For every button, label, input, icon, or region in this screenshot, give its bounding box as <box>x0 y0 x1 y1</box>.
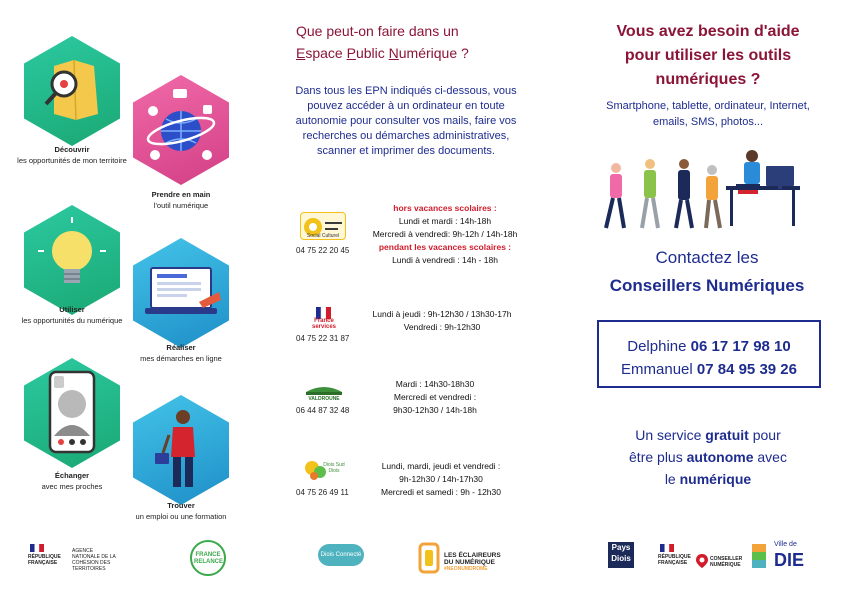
map-discover-hex <box>24 36 120 146</box>
lightbulb-hex <box>24 205 120 315</box>
people-illustration <box>596 142 808 234</box>
smartphone-icon <box>24 358 120 468</box>
marianne-flag-icon-2 <box>660 544 674 552</box>
hours-line: Lundi à jeudi : 9h-12h30 / 13h30-17h <box>372 309 512 319</box>
help-subtitle-line: Smartphone, tablette, ordinateur, Internet, <box>606 100 810 112</box>
hours-line: Mercredi à vendredi: 9h-12h / 14h-18h <box>372 229 518 239</box>
valdroune-label: VALDROUNE <box>308 396 340 402</box>
caption-find-job: Trouver un emploi ou une formation <box>135 501 227 521</box>
person-briefcase-icon <box>133 395 229 505</box>
help-title-line: pour utiliser les outils <box>624 47 792 64</box>
hours-line: pendant les vacances scolaires : <box>378 242 512 252</box>
hours-france-services <box>352 308 532 334</box>
map-magnifier-icon <box>24 36 120 146</box>
social-culturel-label: Social Culturel <box>306 233 340 239</box>
epn-title: Que peut-on faire dans un Espace Public Numérique ? <box>296 23 469 61</box>
phone-call-hex <box>24 358 120 468</box>
anct-label: AGENCE NATIONALE DE LA COHÉSION DES TERRITOIRES <box>72 548 116 572</box>
advisors-box <box>597 320 821 388</box>
valdroune-logo <box>302 380 346 406</box>
hours-line: Lundi à vendredi : 14h - 18h <box>392 255 498 265</box>
hours-social-culturel <box>350 202 540 267</box>
hours-line: Lundi, mardi, jeudi et vendredi : <box>381 461 501 471</box>
advisor-name: Delphine <box>627 338 687 355</box>
advisor-emmanuel <box>599 361 819 378</box>
hours-line: 9h-12h30 / 14h-17h30 <box>399 474 483 484</box>
die-label: DIE <box>774 550 805 570</box>
contact-line-1: Contactez les <box>655 248 759 267</box>
advisor-delphine <box>599 338 819 355</box>
help-subtitle <box>578 98 838 130</box>
caption-use: Utiliser les opportunités du numérique <box>21 305 123 325</box>
help-title-line: numériques ? <box>655 71 761 88</box>
social-culturel-logo <box>300 212 346 240</box>
valdroune-icon <box>302 380 346 406</box>
hours-line: Lundi et mardi : 14h-18h <box>398 216 492 226</box>
hours-sud-diois <box>356 460 526 499</box>
caption-take-in-hand: Prendre en main l'outil numérique <box>151 190 211 210</box>
free-service-text: Un service gratuit pour être plus autonome avec le numérique <box>629 427 787 487</box>
hours-valdroune <box>360 378 510 417</box>
pays-diois-logo: Pays Diois <box>608 542 634 568</box>
phone-valdroune: 06 44 87 32 48 <box>296 406 350 415</box>
phone-france-services: 04 75 22 31 87 <box>296 334 350 343</box>
eclaireurs-label: LES ÉCLAIREURS DU NUMÉRIQUE #NEONUMDROME <box>444 552 501 572</box>
caption-exchange: Échanger avec mes proches <box>41 471 103 491</box>
republique-label-2: RÉPUBLIQUE FRANÇAISE <box>658 554 691 566</box>
help-subtitle-line: emails, SMS, photos... <box>652 116 764 128</box>
location-pin-icon <box>696 554 708 568</box>
marianne-flag-icon <box>30 544 44 552</box>
eclaireurs-icon <box>418 542 440 574</box>
diois-connecte-label: Diois Connecté <box>320 552 362 558</box>
france-relance-logo <box>190 540 226 576</box>
phone-social-culturel: 04 75 22 20 45 <box>296 246 350 255</box>
republique-label: RÉPUBLIQUE FRANÇAISE <box>28 554 61 566</box>
hours-line: Mercredi et samedi : 9h - 12h30 <box>380 487 501 497</box>
hours-line: hors vacances scolaires : <box>393 203 497 213</box>
job-hex <box>133 395 229 505</box>
caption-carry-out: Réaliser mes démarches en ligne <box>140 343 222 363</box>
advisor-phone[interactable]: 07 84 95 39 26 <box>696 361 797 378</box>
phone-sud-diois: 04 75 26 49 11 <box>296 488 349 497</box>
epn-intro: Dans tous les EPN indiqués ci-dessous, vous pouvez accéder à un ordinateur en toute autonomie pour consulter vos mails, faire vos recherches ou démarches administratives, scanner et imprimer des documents. <box>295 85 517 157</box>
sud-diois-logo <box>302 456 346 482</box>
diois-connecte-logo <box>318 544 364 566</box>
caption-discover: Découvrir les opportunités de mon territoire <box>17 145 127 165</box>
lightbulb-icon <box>24 205 120 315</box>
ville-de-label: Ville de <box>774 541 797 548</box>
france-services-logo <box>302 306 346 332</box>
advisor-phone[interactable]: 06 17 17 98 10 <box>690 338 791 355</box>
hours-line: Vendredi : 9h-12h30 <box>403 322 481 332</box>
help-title <box>588 20 828 92</box>
laptop-form-icon <box>133 238 229 348</box>
hours-line: 9h30-12h30 / 14h-18h <box>393 405 477 415</box>
conseiller-numerique-label: CONSEILLER NUMÉRIQUE <box>710 556 743 568</box>
contact-line-2: Conseillers Numériques <box>609 276 805 295</box>
france-relance-label: FRANCE RELANCE <box>194 552 224 565</box>
globe-hex <box>133 75 229 185</box>
ville-de-die-mark <box>752 544 766 568</box>
france-services-label: France services <box>311 318 337 330</box>
help-title-line: Vous avez besoin d'aide <box>616 23 800 40</box>
sud-diois-label: Diois Sud Diois <box>323 462 345 474</box>
globe-icon <box>133 75 229 185</box>
laptop-hex <box>133 238 229 348</box>
hours-line: Mercredi et vendredi : <box>393 392 477 402</box>
hours-line: Mardi : 14h30-18h30 <box>395 379 475 389</box>
advisor-name: Emmanuel <box>621 361 693 378</box>
